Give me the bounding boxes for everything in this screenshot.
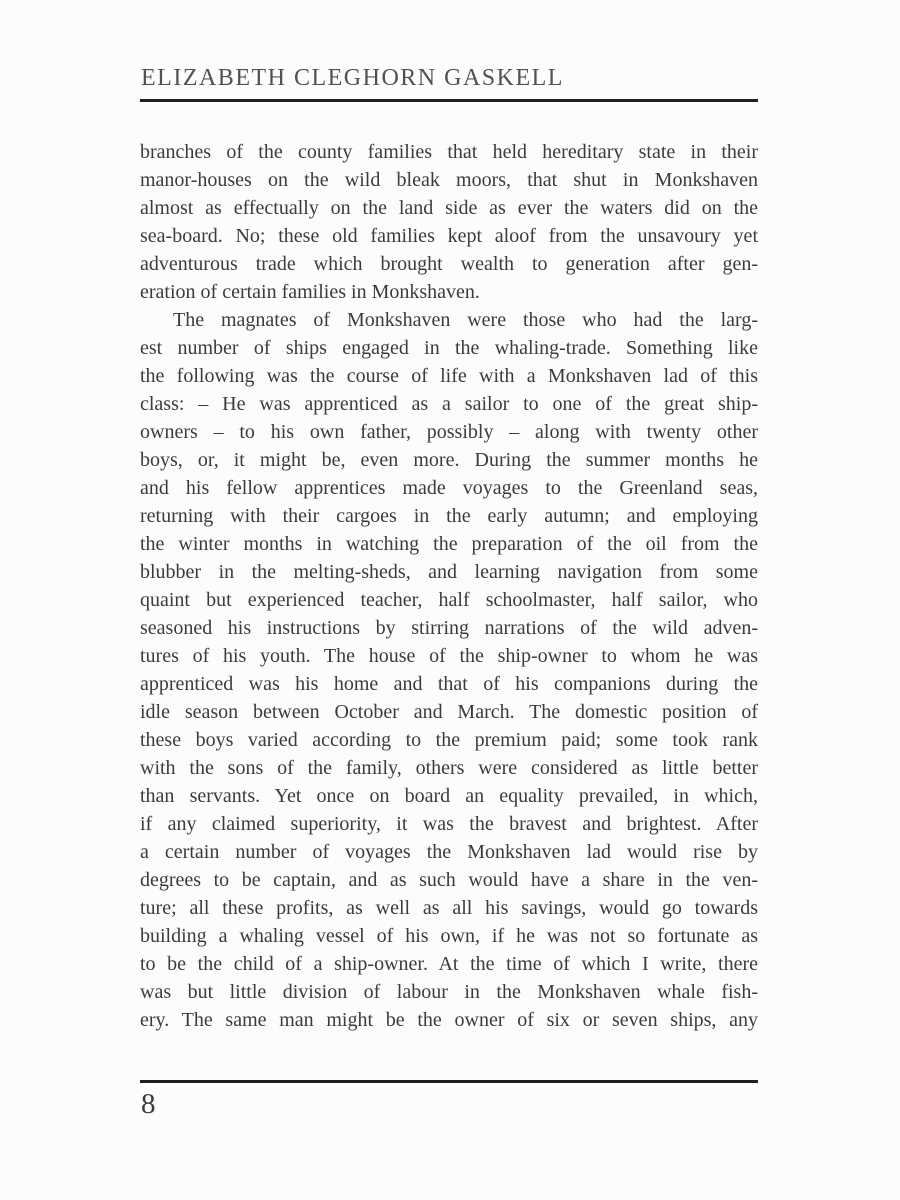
text-line: apprenticed was his home and that of his companions during the: [140, 673, 758, 695]
text-line: ery. The same man might be the owner of six or seven ships, any: [140, 1009, 758, 1031]
text-line: the winter months in watching the preparation of the oil from the: [140, 533, 758, 555]
text-line: seasoned his instructions by stirring narrations of the wild adven-: [140, 617, 758, 639]
header-rule: [140, 99, 758, 102]
text-line: adventurous trade which brought wealth to generation after gen-: [140, 253, 758, 275]
text-line: with the sons of the family, others were considered as little better: [140, 757, 758, 779]
text-line: idle season between October and March. The domestic position of: [140, 701, 758, 723]
text-line: was but little division of labour in the Monkshaven whale fish-: [140, 981, 758, 1003]
text-line: returning with their cargoes in the early autumn; and employing: [140, 505, 758, 527]
text-line: class: – He was apprenticed as a sailor to one of the great ship-: [140, 393, 758, 415]
text-line: quaint but experienced teacher, half schoolmaster, half sailor, who: [140, 589, 758, 611]
text-line: if any claimed superiority, it was the bravest and brightest. After: [140, 813, 758, 835]
text-line: than servants. Yet once on board an equality prevailed, in which,: [140, 785, 758, 807]
text-line: blubber in the melting-sheds, and learning navigation from some: [140, 561, 758, 583]
page-number: 8: [141, 1088, 156, 1120]
text-line: owners – to his own father, possibly – along with twenty other: [140, 421, 758, 443]
text-line: and his fellow apprentices made voyages to the Greenland seas,: [140, 477, 758, 499]
text-line: to be the child of a ship-owner. At the time of which I write, there: [140, 953, 758, 975]
text-line: boys, or, it might be, even more. During the summer months he: [140, 449, 758, 471]
text-line: the following was the course of life with a Monkshaven lad of this: [140, 365, 758, 387]
text-line: sea-board. No; these old families kept aloof from the unsavoury yet: [140, 225, 758, 247]
text-line: these boys varied according to the premium paid; some took rank: [140, 729, 758, 751]
text-line: tures of his youth. The house of the ship-owner to whom he was: [140, 645, 758, 667]
text-line: The magnates of Monkshaven were those who had the larg-: [173, 309, 758, 331]
text-line: ture; all these profits, as well as all his savings, would go towards: [140, 897, 758, 919]
text-line: eration of certain families in Monkshaven.: [140, 281, 480, 303]
text-line: branches of the county families that held hereditary state in their: [140, 141, 758, 163]
footer-rule: [140, 1080, 758, 1083]
running-header-author: ELIZABETH CLEGHORN GASKELL: [141, 65, 564, 91]
text-line: almost as effectually on the land side as ever the waters did on the: [140, 197, 758, 219]
text-line: a certain number of voyages the Monkshaven lad would rise by: [140, 841, 758, 863]
text-line: degrees to be captain, and as such would have a share in the ven-: [140, 869, 758, 891]
text-line: manor-houses on the wild bleak moors, that shut in Monkshaven: [140, 169, 758, 191]
text-line: building a whaling vessel of his own, if he was not so fortunate as: [140, 925, 758, 947]
text-line: est number of ships engaged in the whaling-trade. Something like: [140, 337, 758, 359]
page-text: [140, 138, 758, 1034]
